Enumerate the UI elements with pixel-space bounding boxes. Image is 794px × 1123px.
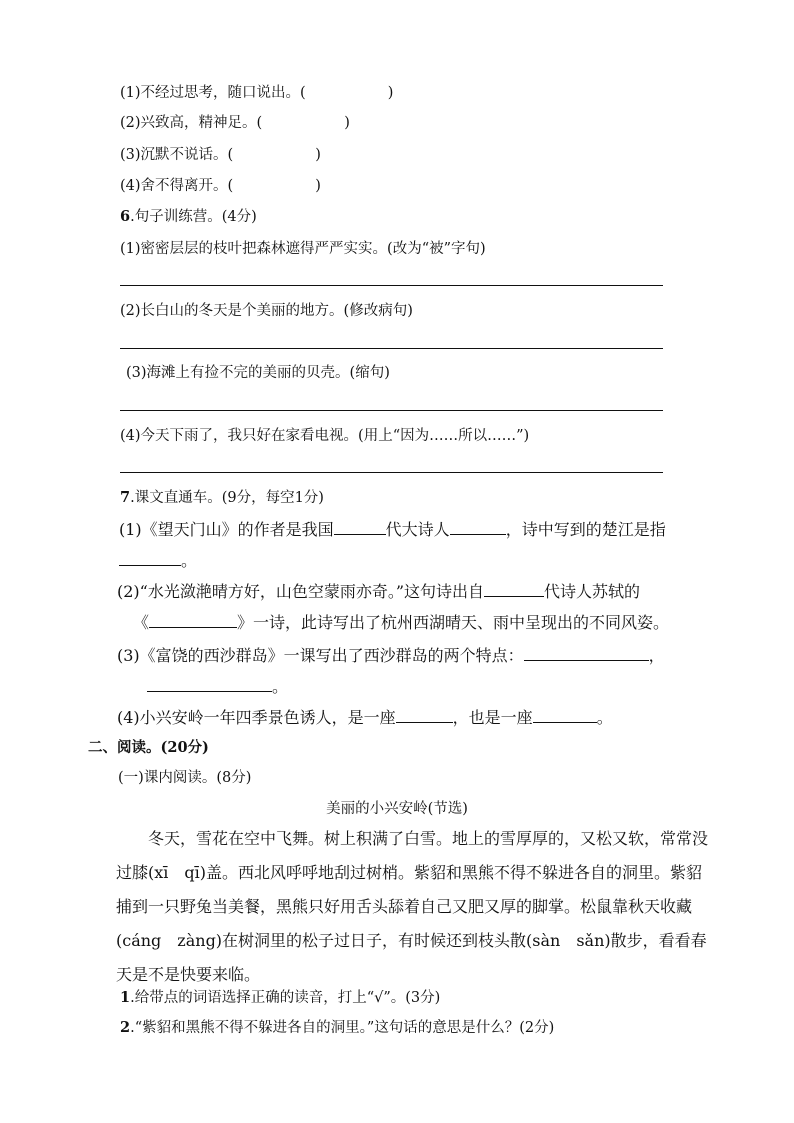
q7-l5-text-a: 。 bbox=[272, 677, 289, 696]
answer-line-3[interactable] bbox=[120, 410, 663, 411]
passage-title: 美丽的小兴安岭(节选) bbox=[326, 801, 468, 817]
section-2-subtitle: (一)课内阅读。(8分) bbox=[118, 770, 252, 786]
reading-q2-text: .“紫貂和黑熊不得不躲进各自的洞里。”这句话的意思是什么？(2分) bbox=[130, 1020, 555, 1036]
q5-item-1-text: (1)不经过思考，随口说出。( bbox=[120, 85, 306, 101]
answer-line-4[interactable] bbox=[120, 472, 663, 473]
q7-line-3 bbox=[133, 611, 669, 633]
q5-item-2-close: ) bbox=[344, 115, 350, 131]
q7-line-1-cont bbox=[119, 549, 197, 571]
q5-item-1-close: ) bbox=[387, 85, 394, 101]
q7-line-6 bbox=[117, 706, 613, 728]
q7-l6-text-b: ，也是一座 bbox=[452, 708, 533, 727]
q7-line-2 bbox=[117, 580, 640, 602]
q5-item-2 bbox=[120, 113, 350, 133]
q7-l3-text-b: 》一诗，此诗写出了杭州西湖晴天、雨中呈现出的不同风姿。 bbox=[237, 613, 670, 632]
q7-l2-text-b: 代诗人苏轼的 bbox=[544, 582, 641, 601]
q5-item-3-text: (3)沉默不说话。( bbox=[120, 147, 234, 163]
answer-line-2[interactable] bbox=[120, 348, 663, 349]
fill-blank[interactable] bbox=[147, 675, 272, 692]
reading-q1 bbox=[120, 988, 440, 1008]
reading-q2-number: 2 bbox=[120, 1019, 131, 1036]
q7-l1-text-a: (1)《望天门山》的作者是我国 bbox=[119, 520, 334, 539]
q7-l6-text-a: (4)小兴安岭一年四季景色诱人，是一座 bbox=[117, 708, 396, 727]
fill-blank[interactable] bbox=[450, 518, 506, 535]
q5-item-4 bbox=[120, 176, 321, 196]
passage-text: 冬天，雪花在空中飞舞。树上积满了白雪。地上的雪厚厚的，又松又软，常常没过膝(xī qī)盖。西北风呼呼地刮过树梢。紫貂和黑熊不得不躲进各自的洞里。紫貂捕到一只野兔当美餐，黑熊只好用舌头舔着自己又肥又厚的脚掌。松鼠靠秋天收藏(cáng zàng)在树洞里的松子过日子，有时候还到枝头散(sàn sǎn)散步，看看春天是不是快要来临。 bbox=[116, 829, 709, 984]
reading-q1-number: 1 bbox=[120, 989, 131, 1006]
q5-item-4-text: (4)舍不得离开。( bbox=[120, 178, 234, 194]
q5-item-2-text: (2)兴致高，精神足。( bbox=[120, 115, 263, 131]
q6-title-text: .句子训练营。(4分) bbox=[130, 209, 257, 225]
reading-q2 bbox=[120, 1018, 554, 1038]
fill-blank[interactable] bbox=[119, 549, 181, 566]
q7-line-4 bbox=[117, 644, 665, 666]
fill-blank[interactable] bbox=[533, 706, 597, 723]
q7-l6-text-c: 。 bbox=[596, 708, 613, 727]
fill-blank[interactable] bbox=[149, 611, 237, 628]
q7-title bbox=[120, 488, 324, 508]
q7-number: 7 bbox=[120, 489, 131, 506]
q6-number: 6 bbox=[120, 208, 131, 225]
q6-item-4: (4)今天下雨了，我只好在家看电视。(用上“因为……所以……”) bbox=[120, 428, 530, 444]
q6-item-2: (2)长白山的冬天是个美丽的地方。(修改病句) bbox=[120, 303, 413, 319]
q7-line-1 bbox=[119, 518, 666, 540]
q7-l2-text-a: (2)“水光潋滟晴方好，山色空蒙雨亦奇。”这句诗出自 bbox=[117, 582, 485, 601]
q5-item-4-close: ) bbox=[315, 178, 321, 194]
q7-title-text: .课文直通车。(9分，每空1分) bbox=[130, 490, 324, 506]
q7-l1-text-d: 。 bbox=[181, 551, 198, 570]
q5-item-3-close: ) bbox=[315, 147, 321, 163]
q7-l1-text-c: ，诗中写到的楚江是指 bbox=[505, 520, 666, 539]
q6-item-3: (3)海滩上有捡不完的美丽的贝壳。(缩句) bbox=[126, 365, 390, 381]
fill-blank[interactable] bbox=[484, 580, 544, 597]
q7-l4-text-a: (3)《富饶的西沙群岛》一课写出了西沙群岛的两个特点： bbox=[117, 646, 524, 665]
fill-blank[interactable] bbox=[524, 644, 649, 661]
fill-blank[interactable] bbox=[396, 706, 453, 723]
answer-line-1[interactable] bbox=[120, 285, 663, 286]
q5-item-3 bbox=[120, 145, 321, 165]
q7-l1-text-b: 代大诗人 bbox=[385, 520, 450, 539]
fill-blank[interactable] bbox=[334, 518, 386, 535]
section-2-title: 二、阅读。(20分) bbox=[88, 739, 209, 756]
reading-q1-text: .给带点的词语选择正确的读音，打上“√”。(3分) bbox=[130, 990, 441, 1006]
q7-l4-text-b: ， bbox=[648, 646, 665, 665]
q6-item-1: (1)密密层层的枝叶把森林遮得严严实实。(改为“被”字句) bbox=[120, 241, 486, 257]
q6-title bbox=[120, 207, 257, 227]
q7-l3-text-a: 《 bbox=[133, 613, 150, 632]
q7-line-5 bbox=[147, 675, 288, 697]
q5-item-1 bbox=[120, 83, 393, 103]
